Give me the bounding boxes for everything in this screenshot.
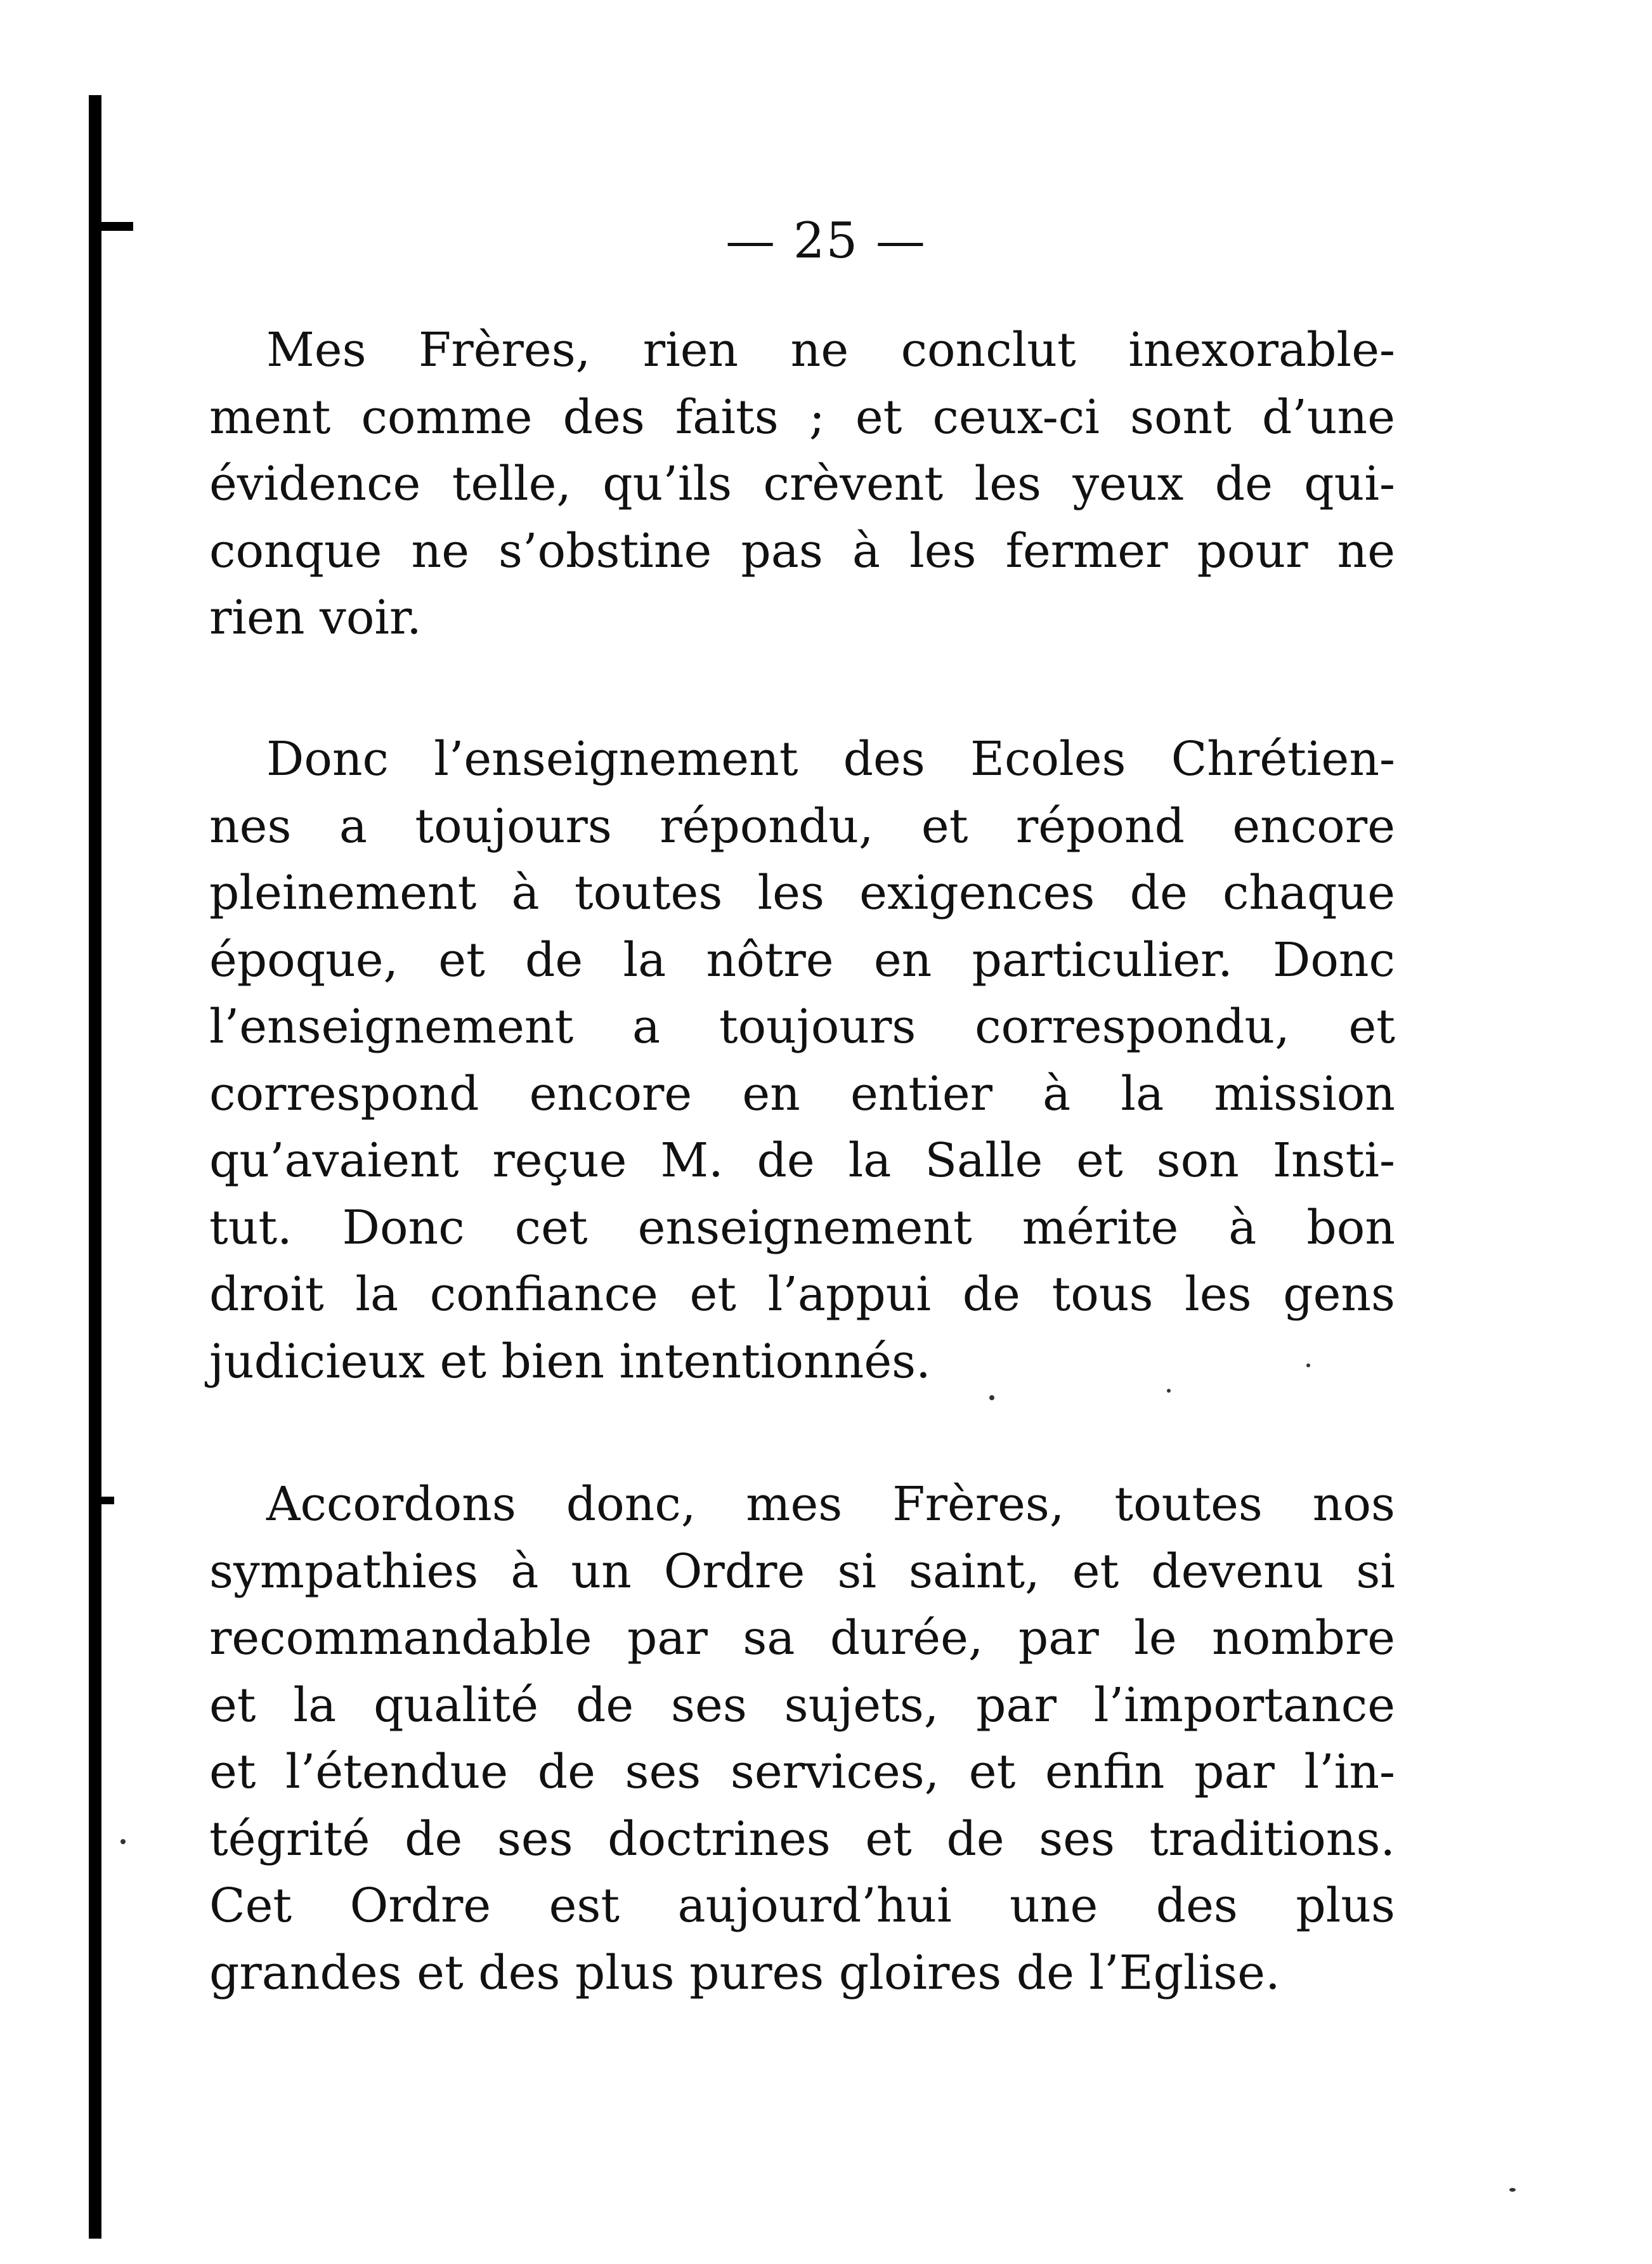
text-line: Donc l’enseignement des Ecoles Chrétien- [266,732,1395,786]
text-line: Accordons donc, mes Frères, toutes nos [266,1477,1395,1532]
text-line: Cet Ordre est aujourd’hui une des plus [209,1878,1395,1933]
text-line: conque ne s’obstine pas à les fermer pour ne [209,523,1395,578]
text-line: droit la confiance et l’appui de tous les gens [209,1267,1395,1322]
paragraph-1 [209,317,1395,652]
scan-speck [1167,1389,1171,1393]
text-line: rien voir. [209,590,422,645]
page-binding-edge [89,95,101,2239]
page-number: — 25 — [725,212,927,270]
binding-notch [89,1497,114,1504]
scan-speck [1509,2188,1516,2192]
text-line: et l’étendue de ses services, et enfin par l’in- [209,1745,1395,1799]
text-line: grandes et des plus pures gloires de l’Eglise. [209,1945,1280,2000]
text-line: ment comme des faits ; et ceux-ci sont d’une [209,389,1395,445]
text-line: époque, et de la nôtre en particulier. Donc [209,932,1395,987]
paragraph-2 [209,726,1395,1395]
scan-speck [989,1395,994,1400]
text-line: tégrité de ses doctrines et de ses traditions. [209,1811,1395,1866]
scan-speck [120,1839,126,1844]
text-line: l’enseignement a toujours correspondu, et [209,999,1395,1054]
text-line: recommandable par sa durée, par le nombre [209,1611,1395,1665]
scan-speck [1306,1363,1310,1367]
paragraph-3 [209,1471,1395,2007]
text-line: Mes Frères, rien ne conclut inexorable- [266,323,1395,377]
text-line: correspond encore en entier à la mission [209,1066,1395,1121]
text-line: qu’avaient reçue M. de la Salle et son Insti- [209,1133,1395,1188]
text-line: nes a toujours répondu, et répond encore [209,798,1395,854]
text-line: sympathies à un Ordre si saint, et devenu si [209,1544,1395,1599]
text-line: pleinement à toutes les exigences de chaque [209,866,1395,920]
text-line: tut. Donc cet enseignement mérite à bon [209,1200,1395,1255]
text-line: évidence telle, qu’ils crèvent les yeux de qui- [209,457,1395,511]
text-line: et la qualité de ses sujets, par l’importance [209,1677,1395,1733]
text-line: judicieux et bien intentionnés. [209,1334,931,1389]
